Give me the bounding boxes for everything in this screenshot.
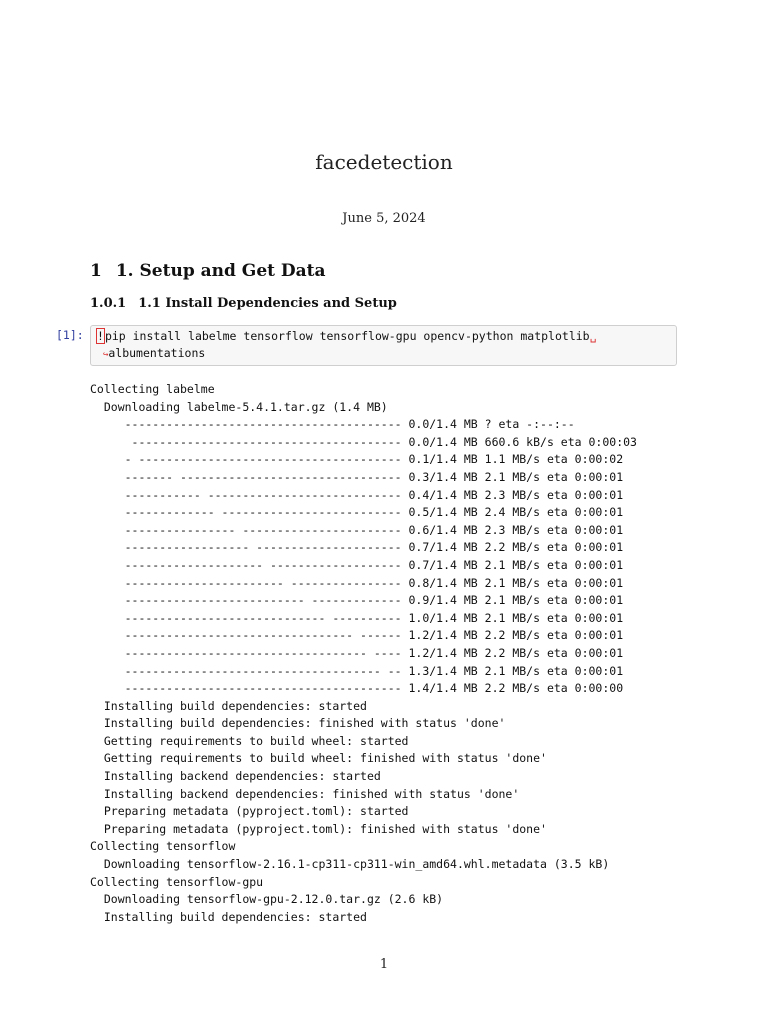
output-line: Collecting tensorflow [90, 839, 236, 854]
code-line-1: pip install labelme tensorflow tensorflow-gpu opencv-python matplotlib [104, 329, 590, 343]
cell-prompt: [1]: [56, 328, 84, 342]
output-line: Getting requirements to build wheel: finished with status 'done' [90, 751, 547, 766]
page-number: 1 [379, 957, 389, 972]
code-bang: ! [97, 329, 104, 343]
output-line: Installing backend dependencies: finished with status 'done' [90, 786, 520, 801]
code-input[interactable] [96, 328, 597, 364]
wrap-marker: ␣ [589, 329, 597, 343]
output-line: Collecting tensorflow-gpu [90, 874, 264, 889]
output-line: ------------------ --------------------- 0.7/1.4 MB 2.2 MB/s eta 0:00:01 [90, 540, 624, 555]
subsection-title: 1.1 Install Dependencies and Setup [138, 296, 397, 311]
output-line: ----------- ---------------------------- 0.4/1.4 MB 2.3 MB/s eta 0:00:01 [90, 487, 624, 502]
document-date: June 5, 2024 [342, 211, 426, 226]
output-line: Installing build dependencies: finished with status 'done' [90, 716, 506, 731]
section-number: 1 [90, 261, 102, 281]
code-line-2: albumentations [108, 346, 206, 360]
output-line: Getting requirements to build wheel: started [90, 733, 409, 748]
section-heading [90, 261, 326, 281]
output-line: Downloading labelme-5.4.1.tar.gz (1.4 MB) [90, 399, 388, 414]
output-line: Preparing metadata (pyproject.toml): finished with status 'done' [90, 821, 547, 836]
output-line: ---------------------------------------- 1.4/1.4 MB 2.2 MB/s eta 0:00:00 [90, 681, 624, 696]
subsection-heading [90, 296, 397, 311]
output-line: -------------------- ------------------- 0.7/1.4 MB 2.1 MB/s eta 0:00:01 [90, 557, 624, 572]
continuation-marker: ↪ [102, 350, 109, 360]
output-line: Installing build dependencies: started [90, 909, 367, 924]
output-line: ----------------------------------- ---- 1.2/1.4 MB 2.2 MB/s eta 0:00:01 [90, 645, 624, 660]
output-line: ----------------------------- ---------- 1.0/1.4 MB 2.1 MB/s eta 0:00:01 [90, 610, 624, 625]
output-line: Preparing metadata (pyproject.toml): started [90, 804, 409, 819]
output-line: ---------------------------------------- 0.0/1.4 MB ? eta -:--:-- [90, 417, 575, 432]
output-line: ------------------------------------- -- 1.3/1.4 MB 2.1 MB/s eta 0:00:01 [90, 663, 624, 678]
output-line: ------- -------------------------------- 0.3/1.4 MB 2.1 MB/s eta 0:00:01 [90, 469, 624, 484]
code-cell[interactable] [90, 325, 677, 366]
output-line: Collecting labelme [90, 382, 215, 396]
output-line: Downloading tensorflow-2.16.1-cp311-cp311-win_amd64.whl.metadata (3.5 kB) [90, 857, 610, 872]
output-line: --------------------------------------- 0.0/1.4 MB 660.6 kB/s eta 0:00:03 [90, 434, 637, 449]
section-title: 1. Setup and Get Data [115, 261, 326, 281]
output-line: Installing build dependencies: started [90, 698, 367, 713]
output-line: Installing backend dependencies: started [90, 769, 381, 784]
output-line: - -------------------------------------- 0.1/1.4 MB 1.1 MB/s eta 0:00:02 [90, 452, 624, 467]
document-title: facedetection [315, 150, 453, 174]
output-line: -------------------------- ------------- 0.9/1.4 MB 2.1 MB/s eta 0:00:01 [90, 593, 624, 608]
subsection-number: 1.0.1 [90, 296, 127, 311]
output-line: ---------------- ----------------------- 0.6/1.4 MB 2.3 MB/s eta 0:00:01 [90, 522, 624, 537]
cell-output [90, 381, 730, 926]
output-line: Downloading tensorflow-gpu-2.12.0.tar.gz (2.6 kB) [90, 892, 444, 907]
output-line: --------------------------------- ------ 1.2/1.4 MB 2.2 MB/s eta 0:00:01 [90, 628, 624, 643]
output-line: ------------- -------------------------- 0.5/1.4 MB 2.4 MB/s eta 0:00:01 [90, 505, 624, 520]
output-line: ----------------------- ---------------- 0.8/1.4 MB 2.1 MB/s eta 0:00:01 [90, 575, 624, 590]
